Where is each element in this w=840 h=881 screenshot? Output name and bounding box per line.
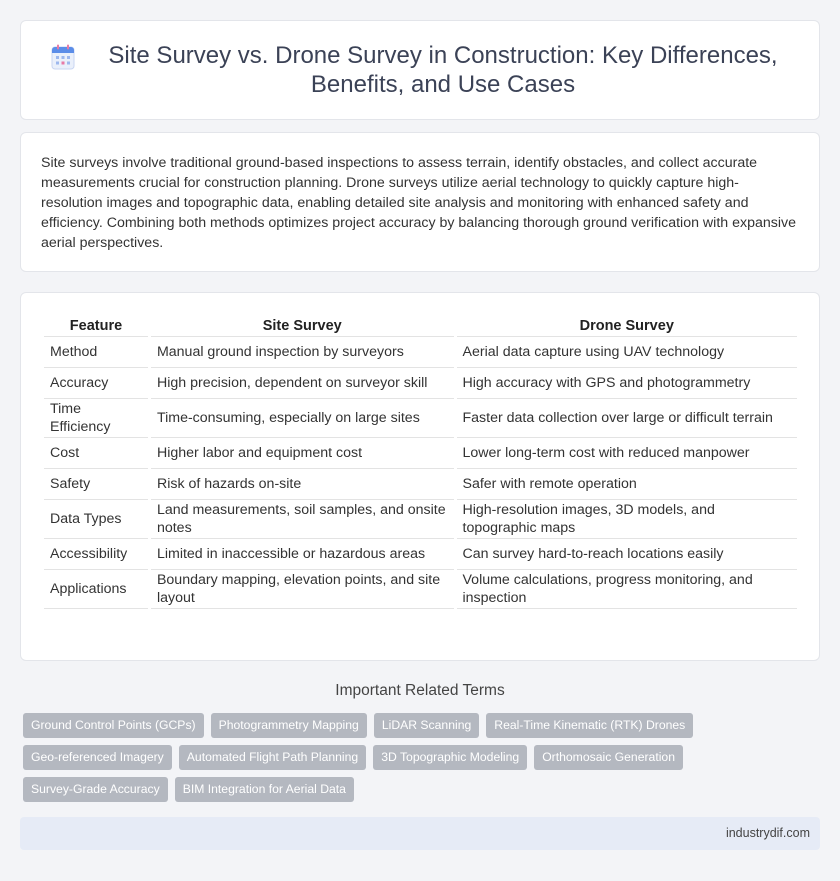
header-feature: Feature xyxy=(44,315,148,337)
footer-site-link[interactable]: industrydif.com xyxy=(725,826,810,840)
site-survey-cell: Limited in inaccessible or hazardous areas xyxy=(151,539,454,570)
related-term-tag[interactable]: Ground Control Points (GCPs) xyxy=(23,713,204,738)
site-survey-cell: Higher labor and equipment cost xyxy=(151,438,454,469)
feature-cell: Accessibility xyxy=(44,539,148,570)
drone-survey-cell: Faster data collection over large or difficult terrain xyxy=(457,399,798,438)
site-survey-cell: Time-consuming, especially on large sites xyxy=(151,399,454,438)
table-row xyxy=(44,539,797,570)
drone-survey-cell: Volume calculations, progress monitoring, and inspection xyxy=(457,570,798,609)
header-site-survey: Site Survey xyxy=(151,315,454,337)
drone-survey-cell: High accuracy with GPS and photogrammetry xyxy=(457,368,798,399)
drone-survey-cell: Safer with remote operation xyxy=(457,469,798,500)
feature-cell: Time Efficiency xyxy=(44,399,148,438)
table-row xyxy=(44,368,797,399)
related-term-tag[interactable]: Geo-referenced Imagery xyxy=(23,745,172,770)
related-term-tag[interactable]: LiDAR Scanning xyxy=(374,713,479,738)
table-row xyxy=(44,500,797,539)
site-survey-cell: High precision, dependent on surveyor skill xyxy=(151,368,454,399)
intro-paragraph: Site surveys involve traditional ground-based inspections to assess terrain, identify obstacles, and collect accurate measurements crucial for construction planning. Drone surveys utilize aerial technology to quickly capture high-resolution images and topographic data, enabling detailed site analysis and monitoring with enhanced safety and efficiency. Combining both methods optimizes project accuracy by balancing thorough ground verification with expansive aerial perspectives. xyxy=(41,155,796,251)
footer xyxy=(20,817,820,850)
comparison-card xyxy=(20,292,820,661)
site-survey-cell: Risk of hazards on-site xyxy=(151,469,454,500)
site-survey-cell: Boundary mapping, elevation points, and site layout xyxy=(151,570,454,609)
title-wrap xyxy=(21,21,819,119)
table-row xyxy=(44,570,797,609)
header-drone-survey: Drone Survey xyxy=(457,315,798,337)
table-row xyxy=(44,438,797,469)
table-row xyxy=(44,399,797,438)
drone-survey-cell: Lower long-term cost with reduced manpower xyxy=(457,438,798,469)
table-row xyxy=(44,337,797,368)
related-terms-list xyxy=(23,713,823,809)
related-term-tag[interactable]: Survey-Grade Accuracy xyxy=(23,777,168,802)
calendar-icon xyxy=(51,44,75,70)
title-card xyxy=(20,20,820,120)
table-row xyxy=(44,469,797,500)
comparison-table xyxy=(41,315,800,609)
related-terms-heading: Important Related Terms xyxy=(335,682,505,699)
intro-card xyxy=(20,132,820,272)
feature-cell: Safety xyxy=(44,469,148,500)
related-term-tag[interactable]: Photogrammetry Mapping xyxy=(211,713,367,738)
drone-survey-cell: High-resolution images, 3D models, and topographic maps xyxy=(457,500,798,539)
table-header-row xyxy=(44,315,797,337)
related-term-tag[interactable]: 3D Topographic Modeling xyxy=(373,745,527,770)
related-term-tag[interactable]: BIM Integration for Aerial Data xyxy=(175,777,354,802)
feature-cell: Method xyxy=(44,337,148,368)
feature-cell: Accuracy xyxy=(44,368,148,399)
drone-survey-cell: Can survey hard-to-reach locations easily xyxy=(457,539,798,570)
feature-cell: Cost xyxy=(44,438,148,469)
related-term-tag[interactable]: Real-Time Kinematic (RTK) Drones xyxy=(486,713,693,738)
site-survey-cell: Land measurements, soil samples, and onsite notes xyxy=(151,500,454,539)
related-term-tag[interactable]: Orthomosaic Generation xyxy=(534,745,683,770)
site-survey-cell: Manual ground inspection by surveyors xyxy=(151,337,454,368)
page-title: Site Survey vs. Drone Survey in Construction: Key Differences, Benefits, and Use Cases xyxy=(108,42,778,98)
drone-survey-cell: Aerial data capture using UAV technology xyxy=(457,337,798,368)
related-term-tag[interactable]: Automated Flight Path Planning xyxy=(179,745,366,770)
feature-cell: Applications xyxy=(44,570,148,609)
feature-cell: Data Types xyxy=(44,500,148,539)
